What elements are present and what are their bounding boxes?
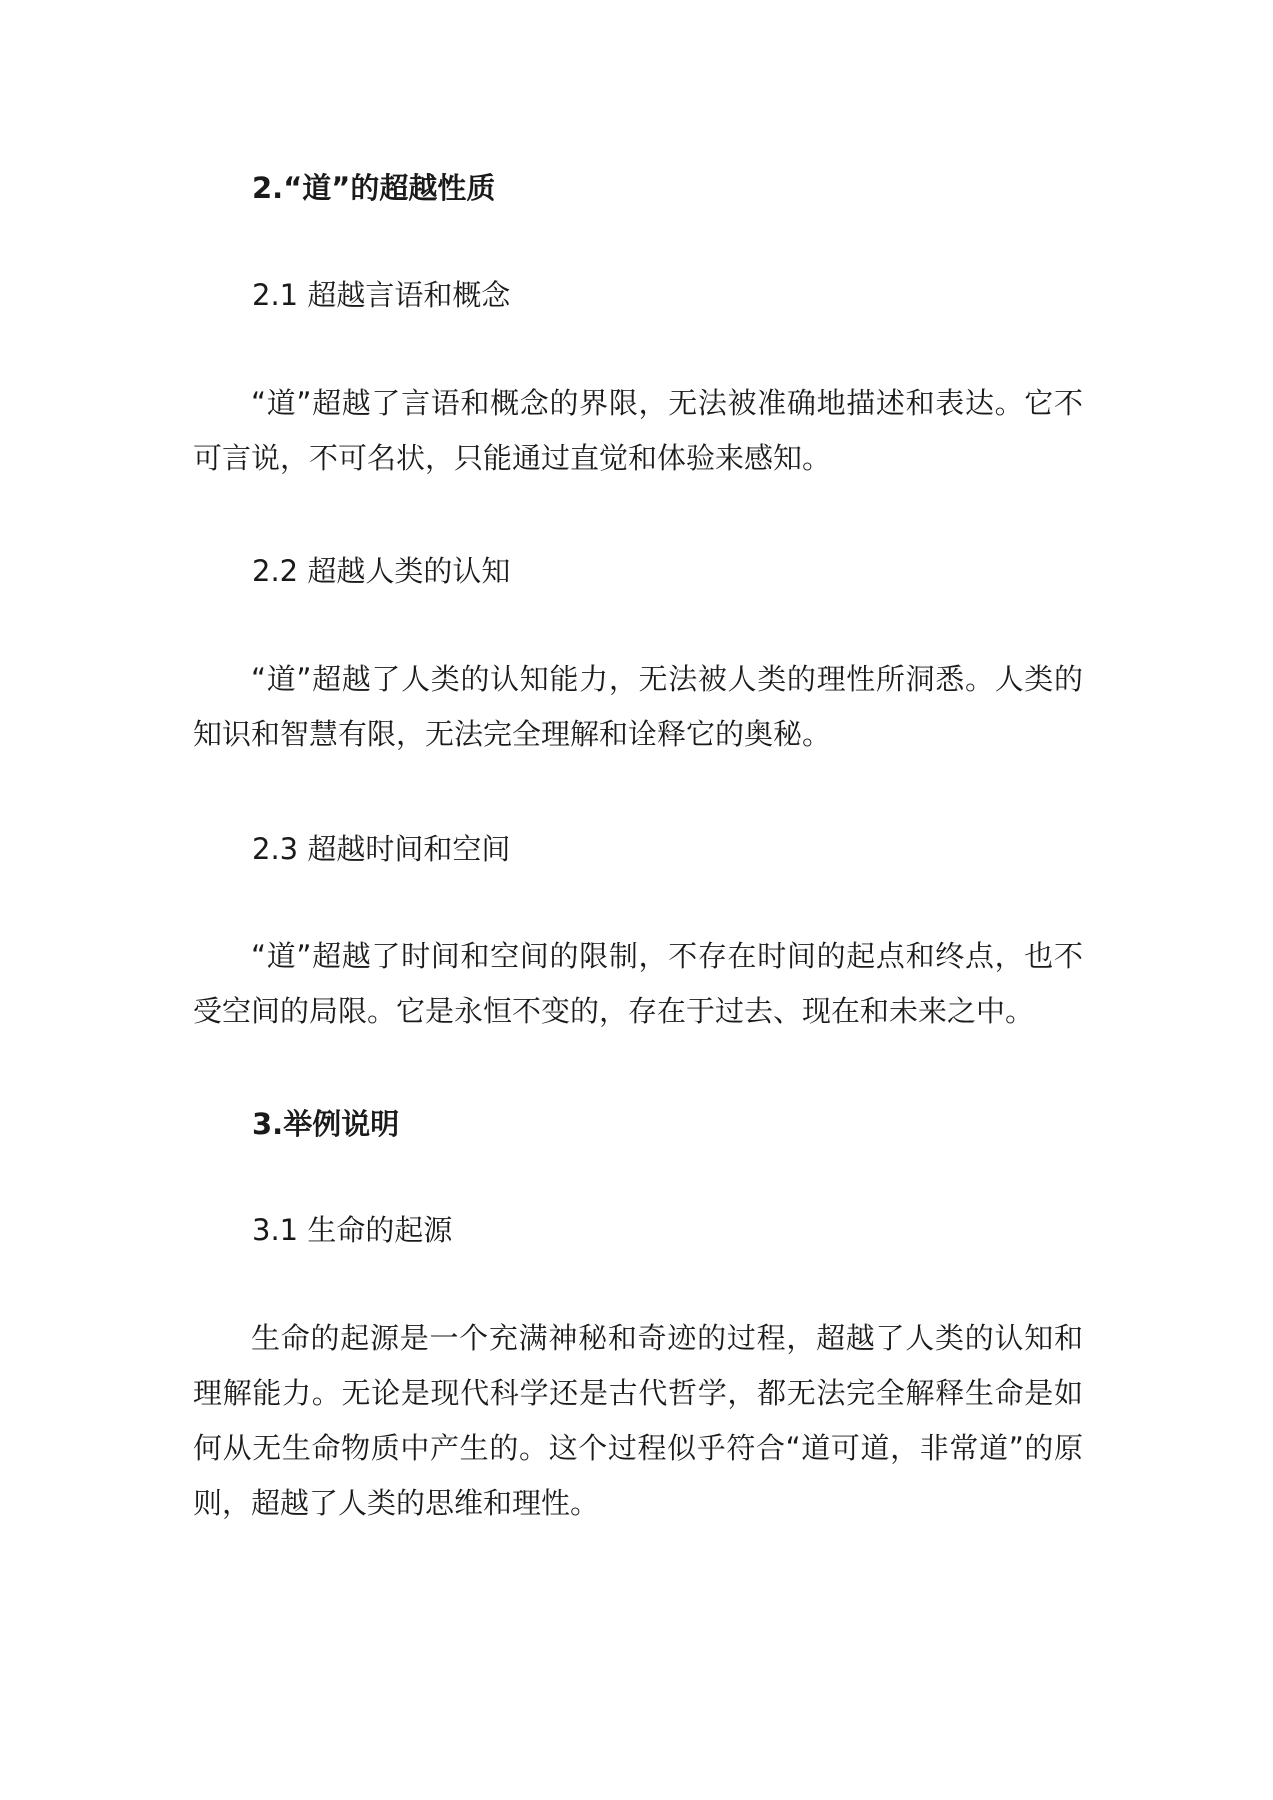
paragraph-2-2: “道”超越了人类的认知能力，无法被人类的理性所洞悉。人类的知识和智慧有限，无法完全理解和诠释它的奥秘。 (193, 662, 1083, 751)
subsection-title-2-2: 2.2 超越人类的认知 (252, 554, 511, 588)
paragraph-2-3: “道”超越了时间和空间的限制，不存在时间的起点和终点，也不受空间的局限。它是永恒不变的，存在于过去、现在和未来之中。 (193, 939, 1083, 1028)
section-heading-3: 3.举例说明 (252, 1107, 400, 1141)
subsection-title-3-1: 3.1 生命的起源 (252, 1213, 453, 1247)
subsection-title-2-1: 2.1 超越言语和概念 (252, 278, 511, 312)
paragraph-2-1: “道”超越了言语和概念的界限，无法被准确地描述和表达。它不可言说，不可名状，只能通过直觉和体验来感知。 (193, 386, 1083, 475)
subsection-title-2-3: 2.3 超越时间和空间 (252, 832, 511, 866)
section-heading-2: 2.“道”的超越性质 (252, 171, 496, 205)
paragraph-3-1: 生命的起源是一个充满神秘和奇迹的过程，超越了人类的认知和理解能力。无论是现代科学还是古代哲学，都无法完全解释生命是如何从无生命物质中产生的。这个过程似乎符合“道可道，非常道”的原则，超越了人类的思维和理性。 (193, 1321, 1083, 1520)
